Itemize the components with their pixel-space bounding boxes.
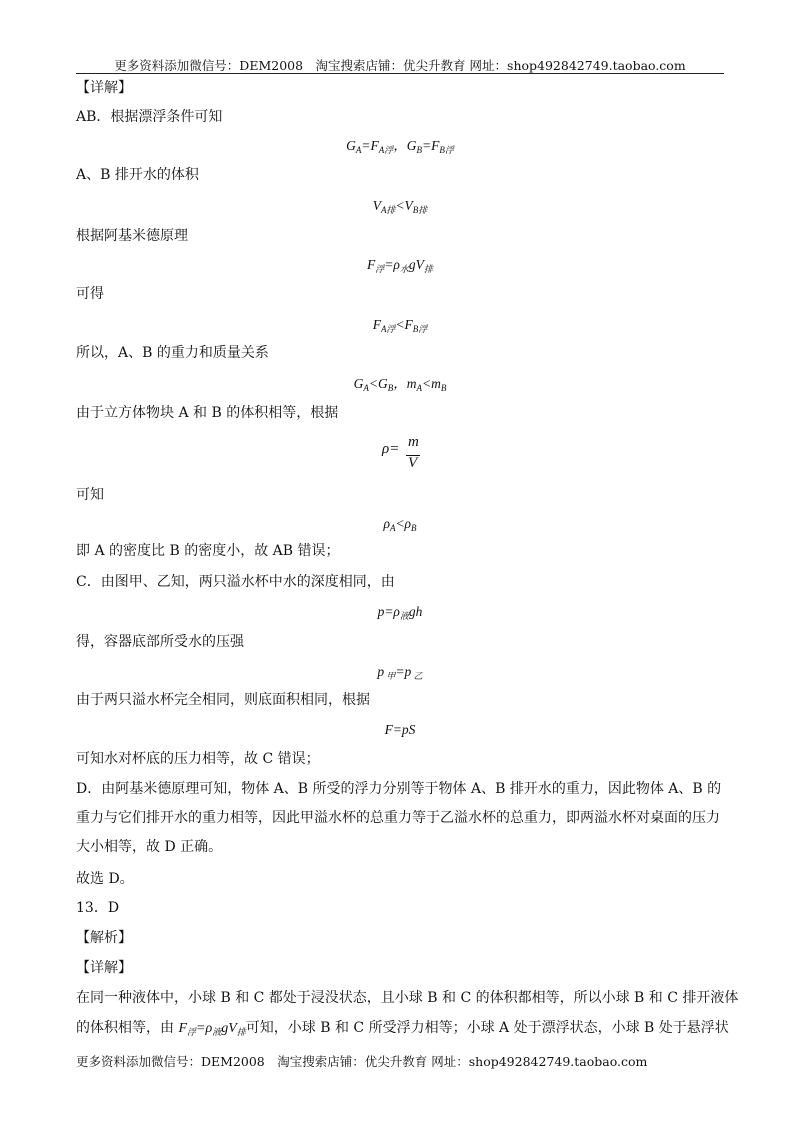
text-line: A、B 排开水的体积 (76, 167, 199, 183)
text-line: 在同一种液体中，小球 B 和 C 都处于浸没状态，且小球 B 和 C 的体积都相等，所以小球 B 和 C 排开液体 (76, 990, 739, 1006)
equation-buoyancy-compare: $F_{A浮}<F_{B浮}$ (372, 317, 428, 334)
text-line: 得，容器底部所受水的压强 (76, 634, 244, 650)
text-line: C．由图甲、乙知，两只溢水杯中水的深度相同，由 (76, 574, 395, 590)
equation-force-pressure: F=pS (384, 722, 416, 737)
paragraph-option-d: D．由阿基米德原理可知，物体 A、B 所受的浮力分别等于物体 A、B 排开水的重力，因此物体 A、B 的重力与它们排开水的重力相等，因此甲溢水杯的总重力等于乙溢水杯的总重力，即两溢水杯对桌面的压力大小相等，故 D 正确。 (76, 781, 722, 855)
equation-weight-mass: $G_A<G_B$，$m_A<m_B$ (353, 376, 447, 393)
text-segment: 可知，小球 B 和 C 所受浮力相等；小球 A 处于漂浮状态，小球 B 处于悬浮状 (245, 1020, 729, 1036)
text-line: 即 A 的密度比 B 的密度小，故 AB 错误； (76, 543, 340, 559)
text-line: 可得 (76, 286, 104, 302)
inline-equation: $F_浮=\rho_液gV_排$ (178, 1021, 246, 1037)
text-line: 可知 (76, 487, 104, 503)
equation-displaced-volume: $V_{A排}<V_{B排}$ (372, 198, 428, 215)
section-heading-detail: 【详解】 (76, 80, 132, 96)
equation-pressure-equal: p $_甲$=p $_乙$ (377, 664, 423, 681)
text-line: AB．根据漂浮条件可知 (76, 109, 223, 125)
header-rule (76, 73, 724, 74)
section-heading-detail: 【详解】 (76, 960, 132, 976)
text-line-with-formula (76, 1018, 729, 1039)
text-line: 根据阿基米德原理 (76, 228, 188, 244)
page-footer: 更多资料添加微信号：DEM2008 淘宝搜索店铺：优尖升教育 网址：shop492842749.taobao.com (76, 1054, 648, 1069)
question-number: 13．D (76, 900, 120, 916)
section-heading-analysis: 【解析】 (76, 930, 132, 946)
text-line: 由于两只溢水杯完全相同，则底面积相同，根据 (76, 692, 370, 708)
equation-density-formula: ρ= m V (382, 434, 419, 471)
text-line: 可知水对杯底的压力相等，故 C 错误； (76, 751, 320, 767)
text-segment: 的体积相等，由 (76, 1020, 179, 1036)
text-line: 所以，A、B 的重力和质量关系 (76, 345, 269, 361)
equation-float-condition: $G_A=F_{A浮}$，$G_B=F_{B浮}$ (346, 138, 454, 155)
equation-density-compare: $\rho_A<\rho_B$ (383, 516, 417, 533)
page-header: 更多资料添加微信号：DEM2008 淘宝搜索店铺：优尖升教育 网址：shop492842749.taobao.com (114, 58, 686, 73)
text-line: 由于立方体物块 A 和 B 的体积相等，根据 (76, 405, 339, 421)
equation-pressure: $p=\rho_液gh$ (377, 604, 423, 621)
equation-archimedes: $F_浮=\rho_水gV_排$ (367, 257, 433, 274)
text-line: 故选 D。 (76, 871, 134, 887)
